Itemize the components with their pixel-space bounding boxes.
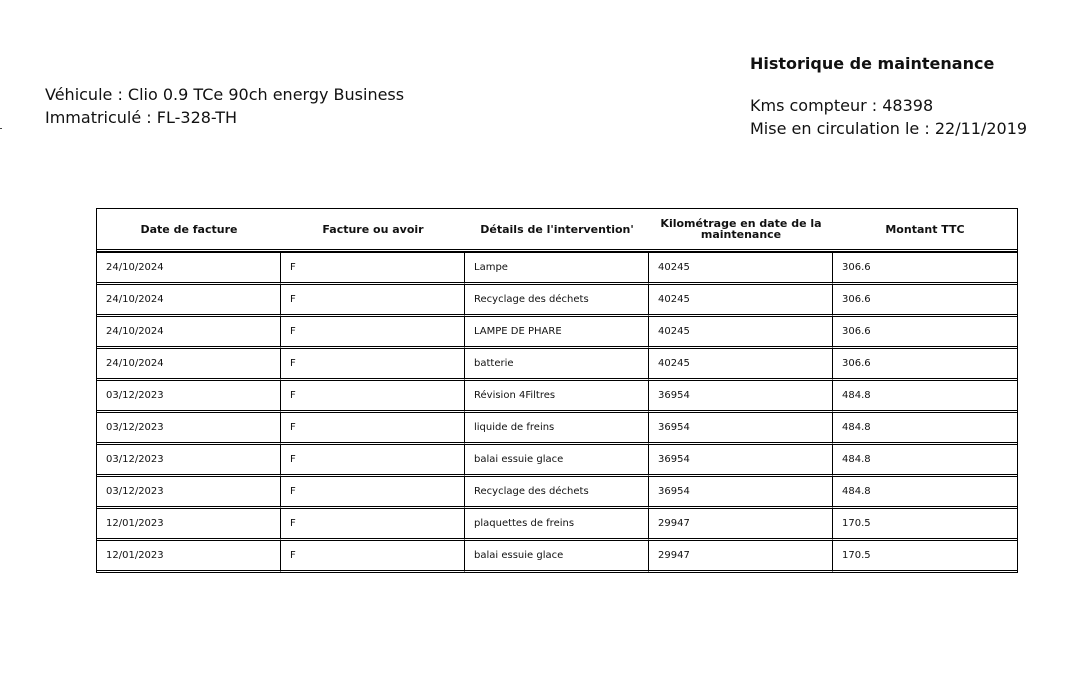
cell-mileage: 29947 [649, 541, 833, 573]
cell-amount: 306.6 [833, 349, 1017, 381]
cell-invoice-type: F [281, 285, 465, 317]
cell-details: Lampe [465, 252, 649, 285]
cell-details: balai essuie glace [465, 541, 649, 573]
cell-invoice-type: F [281, 541, 465, 573]
table-row [97, 541, 1017, 573]
cell-invoice-date: 12/01/2023 [97, 541, 281, 573]
cell-amount: 484.8 [833, 381, 1017, 413]
cell-details: batterie [465, 349, 649, 381]
cell-invoice-type: F [281, 349, 465, 381]
odometer-info [750, 94, 1027, 140]
page-title: Historique de maintenance [750, 54, 995, 73]
table-row [97, 509, 1017, 541]
maintenance-table-container [96, 208, 1017, 573]
cell-invoice-type: F [281, 381, 465, 413]
cell-mileage: 40245 [649, 252, 833, 285]
cell-amount: 170.5 [833, 509, 1017, 541]
cell-details: Recyclage des déchets [465, 477, 649, 509]
cell-details: balai essuie glace [465, 445, 649, 477]
margin-mark [0, 128, 2, 129]
cell-mileage: 40245 [649, 317, 833, 349]
cell-invoice-type: F [281, 509, 465, 541]
cell-amount: 484.8 [833, 445, 1017, 477]
table-row [97, 252, 1017, 285]
col-header-amount: Montant TTC [833, 208, 1017, 252]
circulation-date: Mise en circulation le : 22/11/2019 [750, 119, 1028, 138]
cell-invoice-type: F [281, 477, 465, 509]
cell-invoice-type: F [281, 317, 465, 349]
cell-amount: 306.6 [833, 252, 1017, 285]
cell-invoice-date: 12/01/2023 [97, 509, 281, 541]
cell-mileage: 29947 [649, 509, 833, 541]
cell-mileage: 36954 [649, 413, 833, 445]
maintenance-table [96, 208, 1018, 573]
col-header-details: Détails de l'intervention' [465, 208, 649, 252]
cell-invoice-date: 24/10/2024 [97, 349, 281, 381]
cell-invoice-type: F [281, 445, 465, 477]
cell-invoice-date: 24/10/2024 [97, 252, 281, 285]
cell-invoice-date: 24/10/2024 [97, 317, 281, 349]
cell-mileage: 36954 [649, 477, 833, 509]
col-header-invoice-type: Facture ou avoir [281, 208, 465, 252]
table-row [97, 317, 1017, 349]
cell-amount: 306.6 [833, 285, 1017, 317]
vehicle-model: Véhicule : Clio 0.9 TCe 90ch energy Business [45, 85, 405, 104]
cell-details: Révision 4Filtres [465, 381, 649, 413]
cell-invoice-date: 03/12/2023 [97, 381, 281, 413]
vehicle-info [45, 83, 404, 129]
table-row [97, 349, 1017, 381]
table-row [97, 413, 1017, 445]
cell-details: plaquettes de freins [465, 509, 649, 541]
table-row [97, 285, 1017, 317]
table-row [97, 381, 1017, 413]
table-body [97, 252, 1017, 573]
cell-mileage: 36954 [649, 381, 833, 413]
cell-invoice-date: 24/10/2024 [97, 285, 281, 317]
cell-amount: 484.8 [833, 413, 1017, 445]
cell-invoice-type: F [281, 252, 465, 285]
cell-invoice-date: 03/12/2023 [97, 413, 281, 445]
table-row [97, 445, 1017, 477]
cell-invoice-date: 03/12/2023 [97, 445, 281, 477]
cell-details: LAMPE DE PHARE [465, 317, 649, 349]
cell-mileage: 36954 [649, 445, 833, 477]
cell-amount: 484.8 [833, 477, 1017, 509]
cell-mileage: 40245 [649, 349, 833, 381]
odometer-reading: Kms compteur : 48398 [750, 96, 934, 115]
table-row [97, 477, 1017, 509]
col-header-invoice-date: Date de facture [97, 208, 281, 252]
cell-details: Recyclage des déchets [465, 285, 649, 317]
vehicle-registration: Immatriculé : FL-328-TH [45, 108, 238, 127]
cell-amount: 170.5 [833, 541, 1017, 573]
cell-invoice-date: 03/12/2023 [97, 477, 281, 509]
cell-invoice-type: F [281, 413, 465, 445]
cell-amount: 306.6 [833, 317, 1017, 349]
col-header-mileage: Kilométrage en date de la maintenance [649, 208, 833, 252]
table-header-row [97, 208, 1017, 252]
cell-details: liquide de freins [465, 413, 649, 445]
cell-mileage: 40245 [649, 285, 833, 317]
